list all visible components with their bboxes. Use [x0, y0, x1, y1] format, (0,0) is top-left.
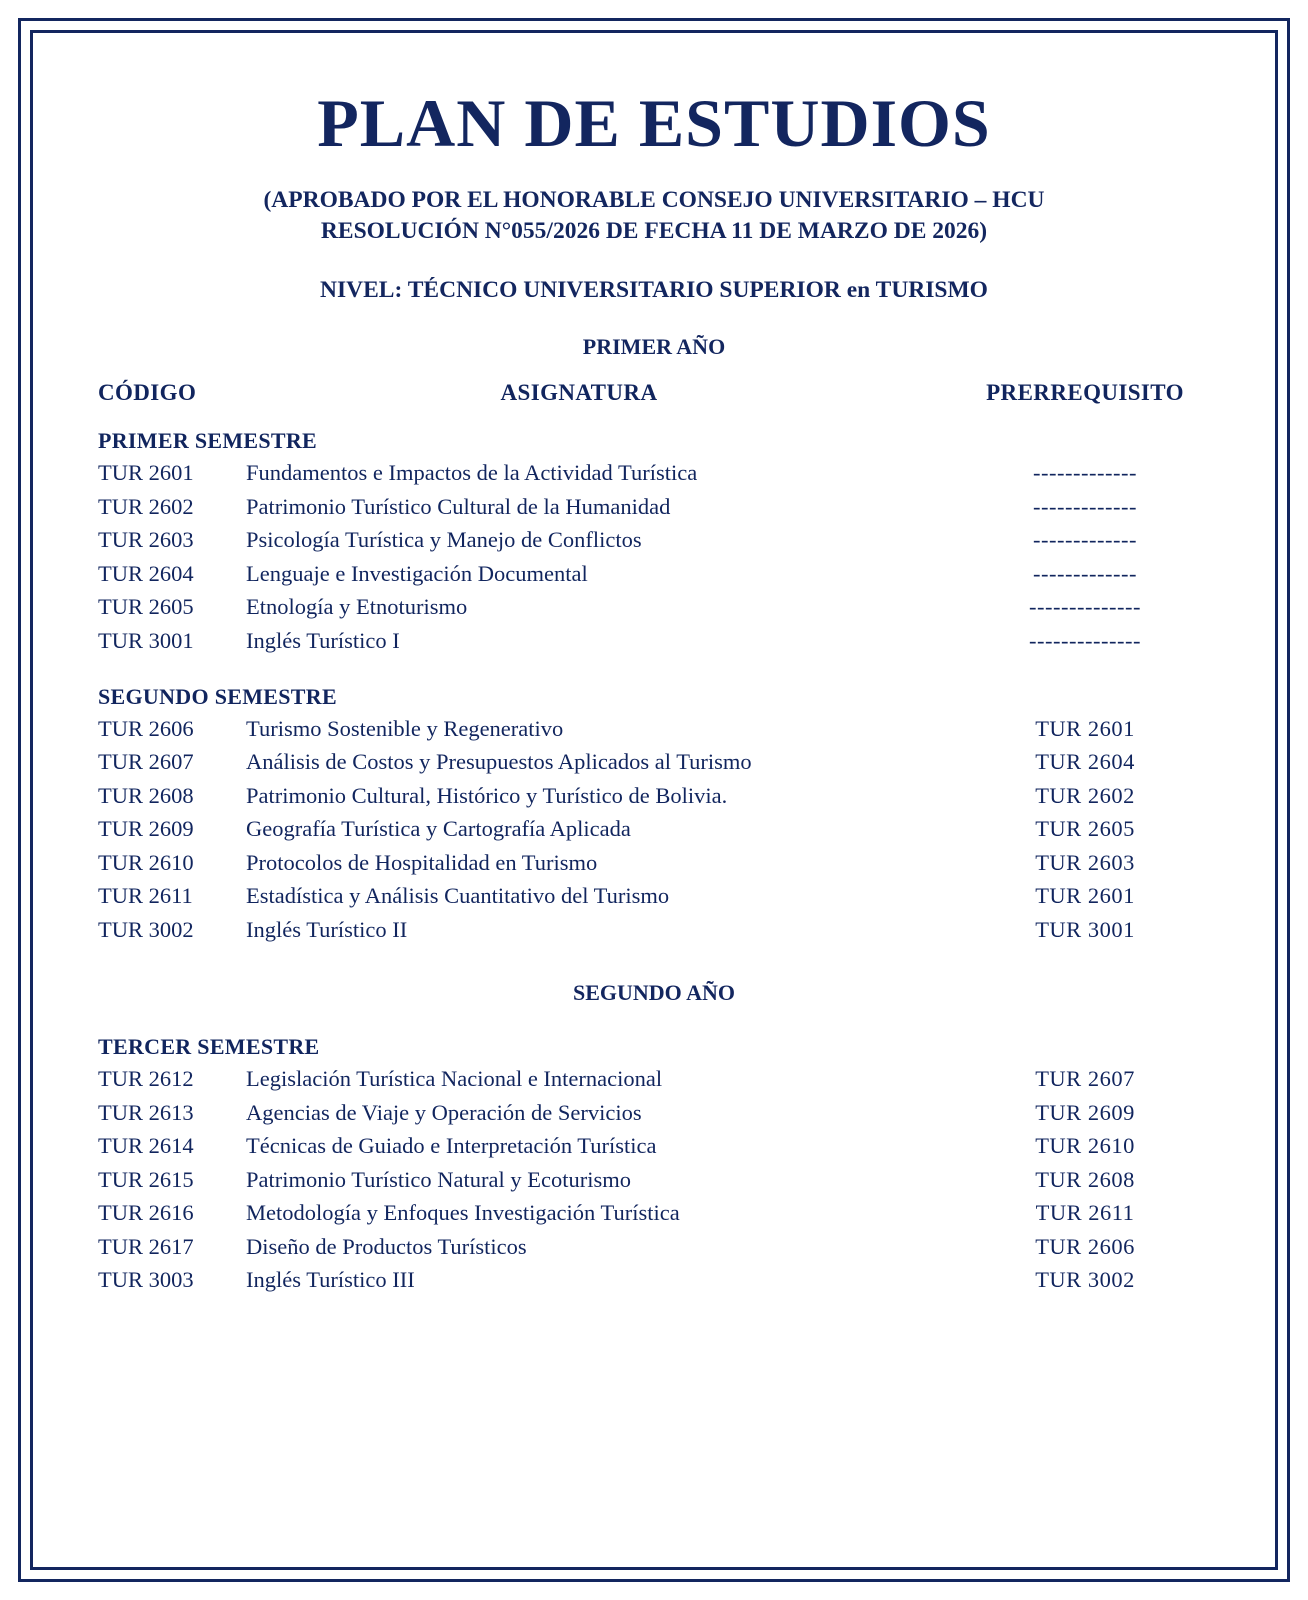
- table-row: [98, 1163, 1210, 1197]
- course-prerequisite: TUR 2601: [1035, 883, 1135, 909]
- course-prerequisite: TUR 2601: [1035, 715, 1135, 741]
- table-row: [98, 846, 1210, 880]
- course-prerequisite: TUR 2610: [1035, 1133, 1135, 1159]
- course-code: TUR 3001: [98, 628, 194, 653]
- column-header-prerequisite: PRERREQUISITO: [986, 380, 1184, 406]
- course-code: TUR 2610: [98, 849, 194, 875]
- page-title: PLAN DE ESTUDIOS: [317, 85, 991, 161]
- course-code: TUR 2603: [98, 527, 194, 553]
- semester-title: TERCER SEMESTRE: [98, 1034, 320, 1060]
- course-code: TUR 2609: [98, 816, 194, 842]
- table-row: [98, 712, 1210, 746]
- column-headers: [98, 380, 1210, 406]
- course-prerequisite: --------------: [1029, 594, 1141, 620]
- course-prerequisite: TUR 2604: [1035, 749, 1135, 775]
- course-code: TUR 2602: [98, 493, 194, 519]
- course-prerequisite: TUR 2602: [1035, 782, 1135, 808]
- course-name: Inglés Turístico III: [246, 1267, 415, 1293]
- course-code: TUR 2608: [98, 782, 194, 808]
- table-row: [98, 1062, 1210, 1096]
- course-code: TUR 2615: [98, 1166, 194, 1192]
- course-name: Agencias de Viaje y Operación de Servicios: [246, 1099, 642, 1125]
- course-code: TUR 2613: [98, 1099, 194, 1125]
- course-prerequisite: TUR 2607: [1035, 1066, 1135, 1092]
- document-content: [18, 18, 1290, 1297]
- course-name: Turismo Sostenible y Regenerativo: [246, 715, 564, 741]
- course-name: Estadística y Análisis Cuantitativo del Turismo: [246, 883, 670, 909]
- course-prerequisite: TUR 2609: [1035, 1099, 1135, 1125]
- semester-block-segundo: [98, 684, 1210, 947]
- course-prerequisite: TUR 2611: [1035, 1200, 1135, 1226]
- course-name: Patrimonio Cultural, Histórico y Turístico de Bolivia.: [246, 782, 728, 808]
- table-row: [98, 812, 1210, 846]
- course-name: Fundamentos e Impactos de la Actividad Turística: [246, 460, 698, 486]
- course-code: TUR 2606: [98, 715, 194, 741]
- table-row: [98, 1263, 1210, 1297]
- table-row: [98, 913, 1210, 947]
- course-name: Análisis de Costos y Presupuestos Aplicados al Turismo: [246, 749, 752, 775]
- level-line: NIVEL: TÉCNICO UNIVERSITARIO SUPERIOR en TURISMO: [320, 277, 988, 304]
- semester-block-primer: [98, 428, 1210, 657]
- table-row: [98, 1196, 1210, 1230]
- course-name: Protocolos de Hospitalidad en Turismo: [246, 849, 598, 875]
- course-name: Metodología y Enfoques Investigación Turística: [246, 1200, 680, 1226]
- course-name: Lenguaje e Investigación Documental: [246, 560, 588, 586]
- course-name: Patrimonio Turístico Cultural de la Humanidad: [246, 493, 671, 519]
- course-name: Geografía Turística y Cartografía Aplicada: [246, 816, 631, 842]
- table-row: [98, 490, 1210, 524]
- course-prerequisite: TUR 2605: [1035, 816, 1135, 842]
- course-code: TUR 2614: [98, 1133, 194, 1159]
- course-code: TUR 2601: [98, 460, 194, 486]
- course-code: TUR 2605: [98, 594, 194, 620]
- course-prerequisite: TUR 2603: [1035, 849, 1135, 875]
- column-header-subject: ASIGNATURA: [500, 380, 658, 406]
- course-prerequisite: -------------: [1033, 527, 1137, 553]
- approval-line-2: RESOLUCIÓN N°055/2026 DE FECHA 11 DE MARZO DE 2026): [320, 218, 988, 245]
- course-name: Diseño de Productos Turísticos: [246, 1233, 527, 1259]
- table-row: [98, 1129, 1210, 1163]
- table-row: [98, 557, 1210, 591]
- course-code: TUR 2607: [98, 749, 194, 775]
- semester-block-tercer: [98, 1034, 1210, 1297]
- course-prerequisite: -------------: [1033, 460, 1137, 486]
- table-row: [98, 456, 1210, 490]
- course-prerequisite: -------------: [1033, 493, 1137, 519]
- course-code: TUR 2611: [98, 883, 193, 909]
- table-row: [98, 745, 1210, 779]
- course-prerequisite: --------------: [1029, 628, 1141, 653]
- semester-title: SEGUNDO SEMESTRE: [98, 683, 337, 709]
- table-row: [98, 779, 1210, 813]
- table-row: [98, 879, 1210, 913]
- approval-line-1: (APROBADO POR EL HONORABLE CONSEJO UNIVERSITARIO – HCU: [263, 187, 1045, 214]
- table-row: [98, 1096, 1210, 1130]
- semester-title: PRIMER SEMESTRE: [98, 428, 318, 454]
- course-prerequisite: TUR 3001: [1035, 916, 1135, 942]
- course-code: TUR 3003: [98, 1267, 194, 1293]
- table-row: [98, 624, 1210, 658]
- table-row: [98, 523, 1210, 557]
- course-code: TUR 2616: [98, 1200, 194, 1226]
- course-name: Inglés Turístico I: [246, 628, 400, 653]
- course-code: TUR 3002: [98, 916, 194, 942]
- table-row: [98, 1230, 1210, 1264]
- course-name: Legislación Turística Nacional e Internacional: [246, 1066, 663, 1092]
- course-code: TUR 2604: [98, 560, 194, 586]
- year-heading-primer: PRIMER AÑO: [582, 334, 726, 360]
- table-row: [98, 590, 1210, 624]
- approval-subtitle: [98, 185, 1210, 247]
- course-name: Inglés Turístico II: [246, 916, 408, 942]
- course-code: TUR 2617: [98, 1233, 194, 1259]
- course-name: Técnicas de Guiado e Interpretación Turística: [246, 1133, 657, 1159]
- year-heading-segundo: SEGUNDO AÑO: [573, 980, 735, 1006]
- course-prerequisite: TUR 2608: [1035, 1166, 1135, 1192]
- column-header-code: CÓDIGO: [98, 380, 197, 406]
- course-prerequisite: -------------: [1033, 560, 1137, 586]
- course-prerequisite: TUR 2606: [1035, 1233, 1135, 1259]
- course-name: Etnología y Etnoturismo: [246, 594, 468, 620]
- course-name: Patrimonio Turístico Natural y Ecoturismo: [246, 1166, 631, 1192]
- course-prerequisite: TUR 3002: [1035, 1267, 1135, 1293]
- course-name: Psicología Turística y Manejo de Conflictos: [246, 527, 642, 553]
- course-code: TUR 2612: [98, 1066, 194, 1092]
